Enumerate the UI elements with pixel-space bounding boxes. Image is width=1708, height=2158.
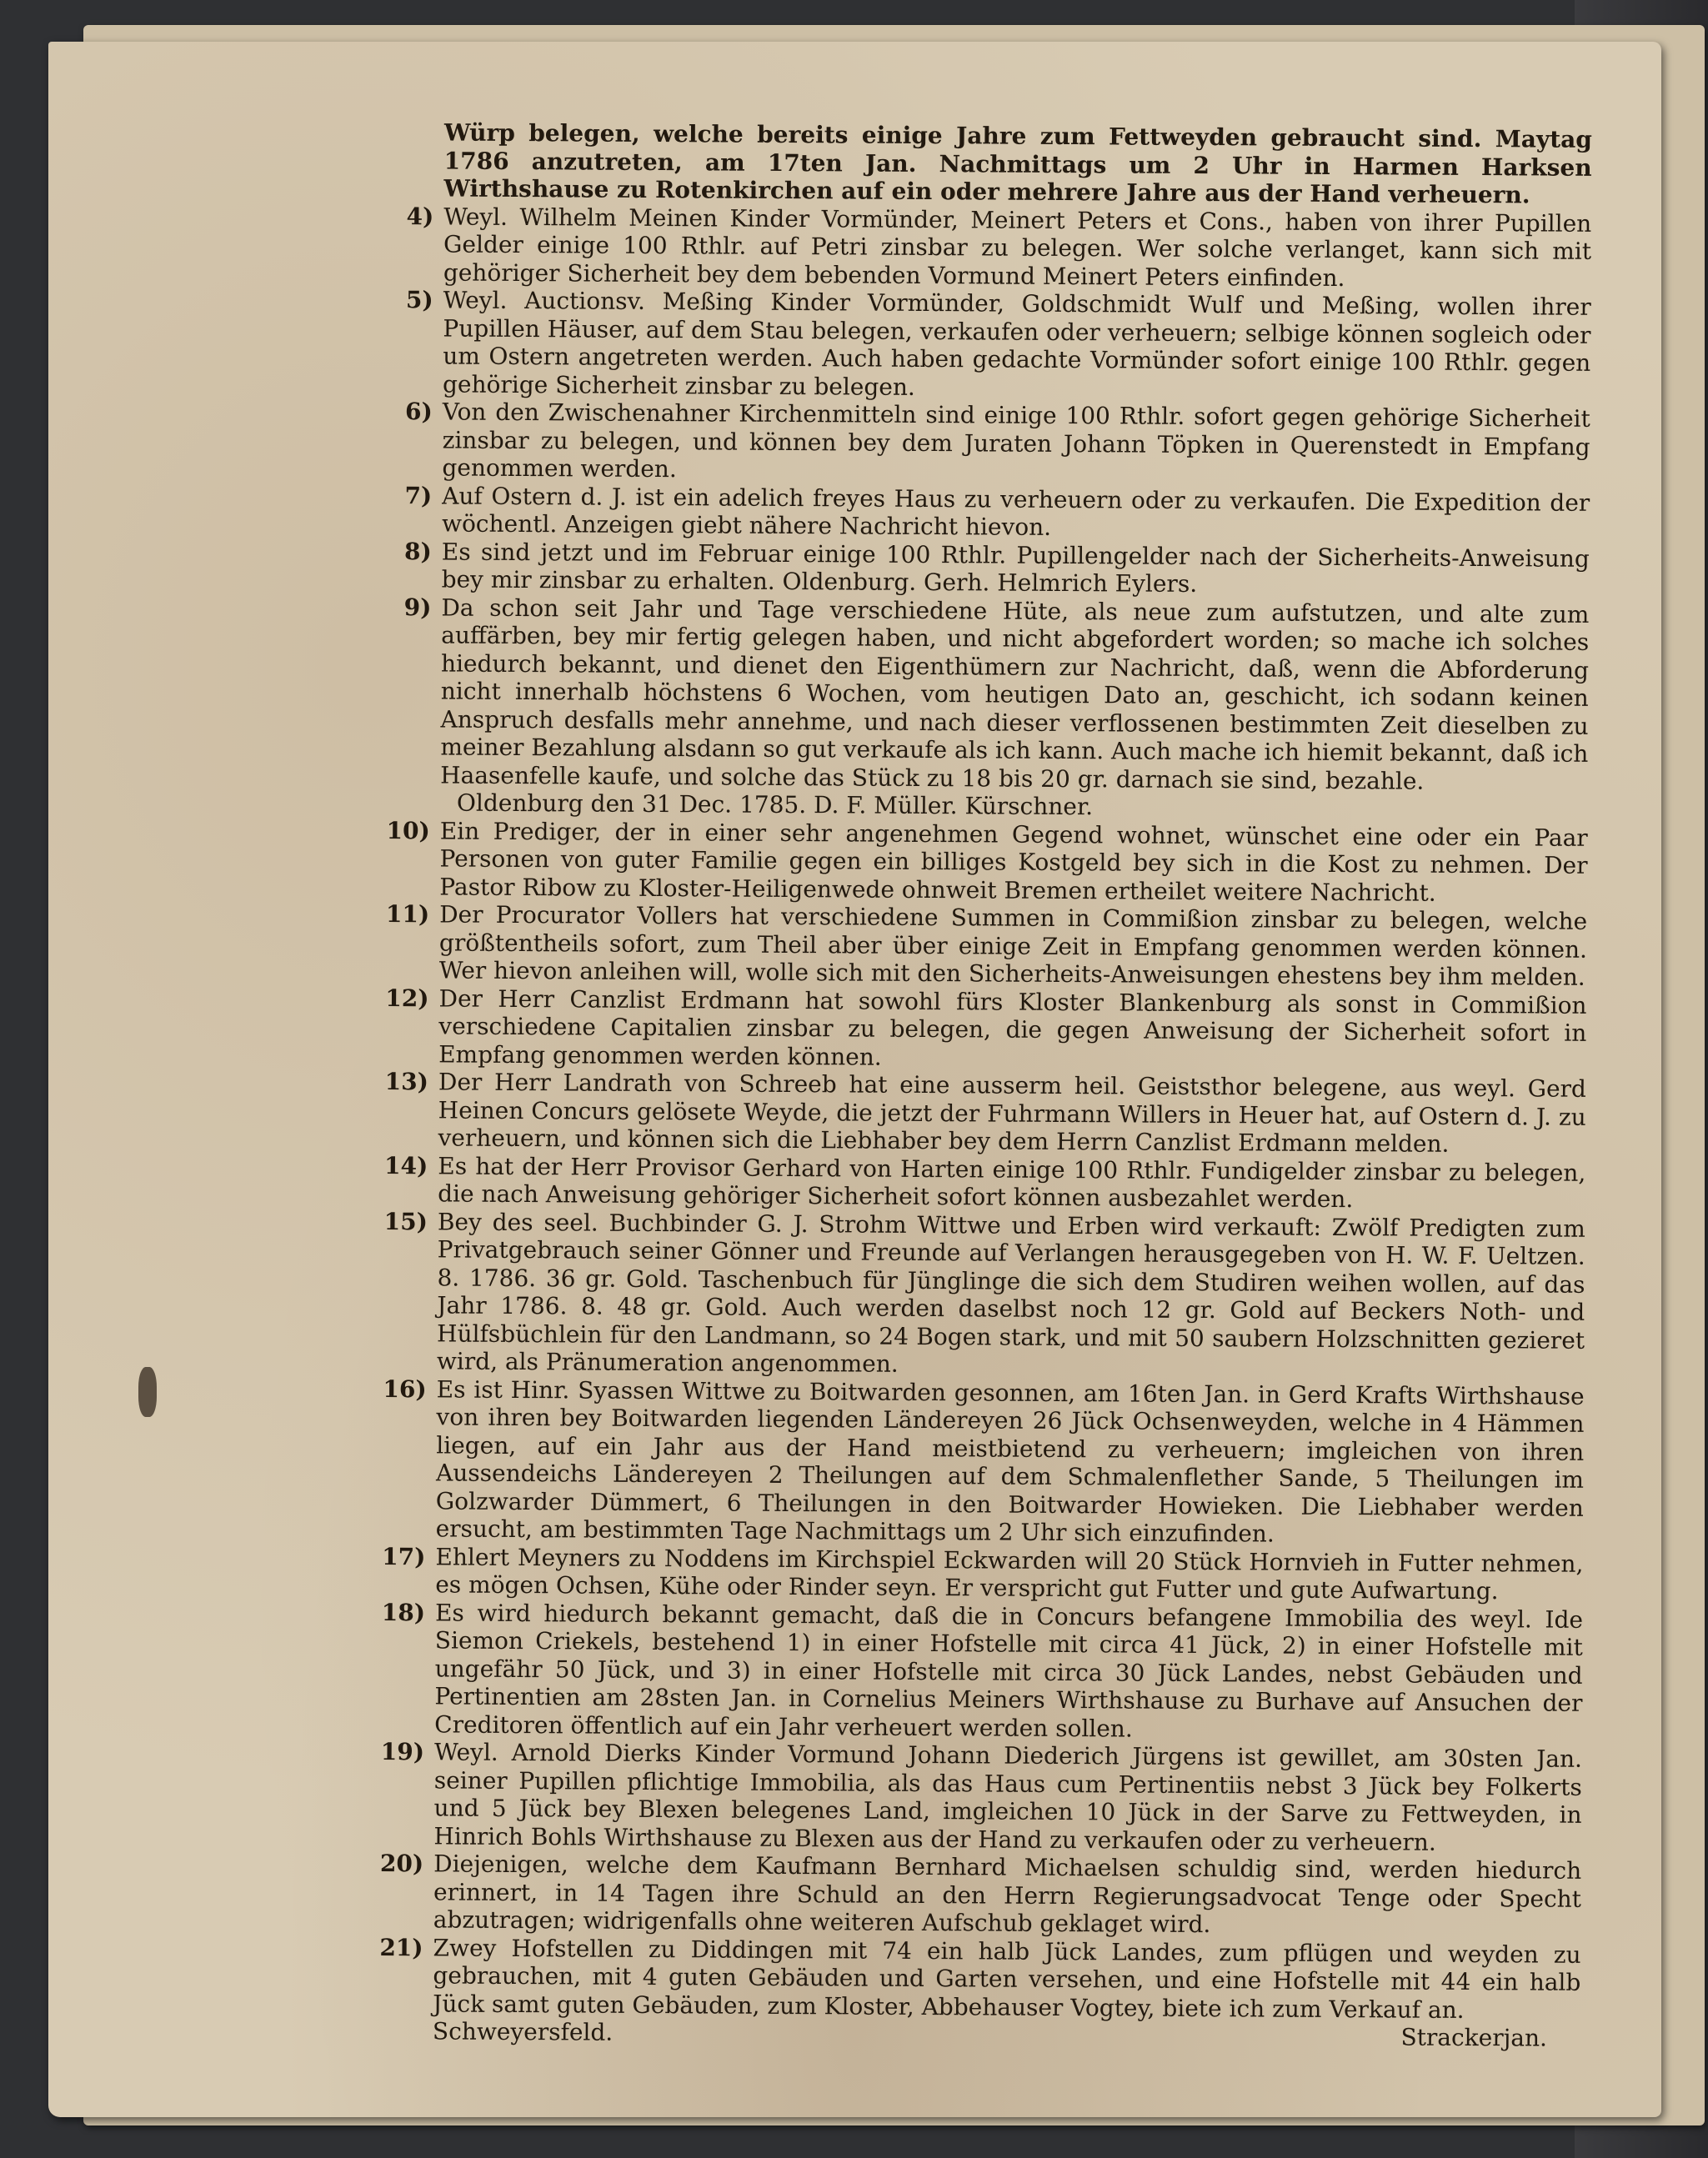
entry-13 [384,1068,1587,1159]
entry-number: 19) [380,1738,425,1766]
entry-20 [379,1850,1582,1940]
entry-number: 4) [406,202,434,230]
entry-number: 13) [384,1068,429,1096]
entry-number: 8) [403,537,432,565]
entry-text: Von den Zwischenahner Kirchenmitteln sind einige 100 Rthlr. sofort gegen gehörige Sicherheit zinsbar zu belegen, und können bey dem Juraten Johann Töpken in Querenstedt in Empfang genommen werden. [442,398,1590,483]
entry-text: Der Procurator Vollers hat verschiedene Summen in Commißion zinsbar zu belegen, welche größtentheils sofort, zum Theil aber über einige Zeit in Empfang genommen werden können. Wer hievon anleihen will, wolle sich mit den Sicherheits-Anweisungen ehestens bey ihm melden. [438,900,1588,991]
entry-text: Es ist Hinr. Syassen Wittwe zu Boitwarden gesonnen, am 16ten Jan. in Gerd Krafts Wirthshause von ihren bey Boitwarden liegenden Ländereyen 26 Jück Ochsenweyden, welche in 4 Hämmen liegen, auf ein Jahr aus der Hand meistbietend zu verheuern; imgleichen von ihren Aussendeichs Ländereyen 2 Theilungen auf dem Schmalenflether Sande, 5 Theilungen im Golzwarder Dümmert, 6 Theilungen in den Boitwarder Howieken. Die Liebhaber werden ersucht, am bestimmten Tage Nachmittags um 2 Uhr sich einzufinden. [435,1374,1585,1548]
entry-text: Der Herr Landrath von Schreeb hat eine ausserm heil. Geiststhor belegene, aus weyl. Gerd Heinen Concurs gelösete Weyde, die jetzt der Fuhrmann Willers in Heuer hat, auf Ostern d. J. zu verheuern, und können sich die Liebhaber bey dem Herrn Canzlist Erdmann melden. [438,1068,1587,1158]
entry-15 [383,1207,1585,1382]
entry-text: Es hat der Herr Provisor Gerhard von Harten einige 100 Rthlr. Fundigelder zinsbar zu belegen, die nach Anweisung gehöriger Sicherheit sofort können ausbezahlet werden. [438,1151,1586,1214]
document-page [48,42,1661,2117]
entry-4 [406,202,1592,293]
entry-17 [382,1542,1584,1605]
entry-number: 17) [382,1542,426,1570]
entry-12 [385,984,1587,1075]
entry-text: Der Herr Canzlist Erdmann hat sowohl fürs Kloster Blankenburg als sonst in Commißion verschiedene Capitalien zinsbar zu belegen, die gegen Anweisung der Sicherheit sofort in Empfang genommen werden können. [438,984,1587,1071]
entry-text: Oldenburg den 31 Dec. 1785. D. F. Müller. Kürschner. [456,789,1094,821]
entry-number: 6) [405,398,433,426]
ink-stain [138,1367,157,1417]
entry-number: 20) [379,1850,424,1878]
entry-number: 15) [383,1207,428,1235]
entry-number: 14) [384,1151,428,1179]
entry-text: Bey des seel. Buchbinder G. J. Strohm Wittwe und Erben wird verkauft: Zwölf Predigten zum Privatgebrauch seiner Gönner und Freunde auf Verlangen herausgegeben von H. W. F. Ueltzen. 8. 1786. 36 gr. Gold. Taschenbuch für Jünglinge die sich dem Studiren weihen wollen, auf das Jahr 1786. 8. 48 gr. Gold. Auch werden daselbst noch 12 gr. Gold auf Beckers Noth- und Hülfsbüchlein für den Landmann, so 24 Bogen stark, und mit 50 saubern Holzschnitten gezieret wird, als Pränumeration angenommen. [436,1207,1585,1378]
entry-number: 12) [385,984,429,1012]
entry-text: Da schon seit Jahr und Tage verschiedene Hüte, als neue zum aufstutzen, und alte zum auffärben, bey mir fertig gelegen haben, und nicht abgefordert worden; so mache ich solches hiedurch bekannt, und dienet den Eigenthümern zur Nachricht, daß, wenn die Abforderung nicht innerhalb höchstens 6 Wochen, vom heutigen Dato an, geschicht, ich sodann keinen Anspruch desfalls mehr annehme, und nach dieser verflossenen bestimmten Zeit dieselben zu meiner Bezahlung alsdann so gut verkaufe als ich kann. Auch mache ich hiemit bekannt, daß ich Haasenfelle kaufe, und solche das Stück zu 18 bis 20 gr. darnach sie sind, bezahle. [440,593,1590,795]
entry-10 [386,816,1588,908]
entry-number: 7) [404,481,433,509]
entry-number: 18) [381,1598,426,1626]
entry-number: 21) [379,1933,423,1961]
entry-7 [404,481,1590,544]
entry-number: 5) [405,286,433,314]
document-text [370,118,1592,2052]
entry-text: Weyl. Arnold Dierks Kinder Vormund Johann Diederich Jürgens ist gewillet, am 30sten Jan. seiner Pupillen pflichtige Immobilia, als das Haus cum Pertinentiis nebst 3 Jück bey Folkerts und 5 Jück bey Blexen belegenes Land, imgleichen 10 Jück in der Sarve zu Fettweyden, in Hinrich Bohls Wirthshause zu Blexen aus der Hand zu verkaufen oder zu verheuern. [433,1738,1583,1856]
entry-text: Weyl. Auctionsv. Meßing Kinder Vormünder, Goldschmidt Wulf und Meßing, wollen ihrer Pupillen Häuser, auf dem Stau belegen, verkaufen oder verheuern; selbige können sogleich oder um Ostern angetreten werden. Auch haben gedachte Vormünder sofort einige 100 Rthlr. gegen gehörige Sicherheit zinsbar zu belegen. [442,286,1591,401]
entry-19 [380,1738,1583,1856]
signature-left: Schweyersfeld. [432,2017,614,2046]
intro-paragraph: Würp belegen, welche bereits einige Jahre zum Fettweyden gebraucht sind. Maytag 1786 anzutreten, am 17ten Jan. Nachmittags um 2 Uhr in Harmen Harksen Wirthshause zu Rotenkirchen auf ein oder mehrere Jahre aus der Hand verheuern. [443,118,1592,209]
entry-8 [403,537,1590,600]
entry-text: Zwey Hofstellen zu Diddingen mit 74 ein halb Jück Landes, zum pflügen und weyden zu gebrauchen, mit 4 guten Gebäuden und Garten versehen, und eine Hofstelle mit 44 ein halb Jück samt guten Gebäuden, zum Kloster, Abbehauser Vogtey, biete ich zum Verkauf an. [433,1933,1581,2024]
entry-text: Ehlert Meyners zu Noddens im Kirchspiel Eckwarden will 20 Stück Hornvieh in Futter nehmen, es mögen Ochsen, Kühe oder Rinder seyn. Er verspricht gut Futter und gute Aufwartung. [435,1542,1584,1605]
entry-11 [385,900,1588,991]
entry-text: Es wird hiedurch bekannt gemacht, daß die in Concurs befangene Immobilia des weyl. Ide Siemon Criekels, bestehend 1) in einer Hofstelle mit circa 41 Jück, 2) in einer Hofstelle mit ungefähr 50 Jück, und 3) in einer Hofstelle mit circa 30 Jück Landes, nebst Gebäuden und Pertinentien am 28sten Jan. in Cornelius Meiners Wirthshause zu Burhave auf Ansuchen der Creditoren öffentlich auf ein Jahr verheuert werden sollen. [434,1598,1584,1743]
entry-text: Auf Ostern d. J. ist ein adelich freyes Haus zu verheuern oder zu verkaufen. Die Expedition der wöchentl. Anzeigen giebt nähere Nachricht hievon. [441,481,1590,541]
entry-6 [405,398,1590,488]
entry-9 [403,593,1590,796]
entry-text: Es sind jetzt und im Februar einige 100 Rthlr. Pupillengelder nach der Sicherheits-Anweisung bey mir zinsbar zu erhalten. Oldenburg. Gerh. Helmrich Eylers. [441,537,1590,598]
entry-21 [379,1933,1581,2025]
entry-text: Diejenigen, welche dem Kaufmann Bernhard Michaelsen schuldig sind, werden hiedurch erinnert, in 14 Tagen ihre Schuld an den Herrn Regierungsadvocat Tenge oder Specht abzutragen; widrigenfalls ohne weiteren Aufschub geklaget wird. [433,1850,1582,1939]
entry-number: 16) [383,1374,427,1403]
entry-text: Weyl. Wilhelm Meinen Kinder Vormünder, Meinert Peters et Cons., haben von ihrer Pupillen Gelder einige 100 Rthlr. auf Petri zinsbar zu belegen. Wer solche verlanget, kann sich mit gehöriger Sicherheit bey dem bebenden Vormund Meinert Peters einfinden. [443,202,1592,292]
entry-16 [383,1374,1585,1550]
entry-number: 10) [386,816,430,844]
entry-text: Ein Prediger, der in einer sehr angenehmen Gegend wohnet, wünschet eine oder ein Paar Personen von guter Familie gegen ein billiges Kostgeld bey sich in die Kost zu nehmen. Der Pastor Ribow zu Kloster-Heiligenwede ohnweit Bremen ertheilet weitere Nachricht. [439,816,1588,907]
entry-18 [381,1598,1584,1745]
entry-14 [384,1151,1586,1214]
signature-right: Strackerjan. [1400,2023,1548,2052]
entry-number: 9) [403,593,432,621]
entry-number: 11) [385,900,430,929]
entry-5 [405,286,1591,404]
